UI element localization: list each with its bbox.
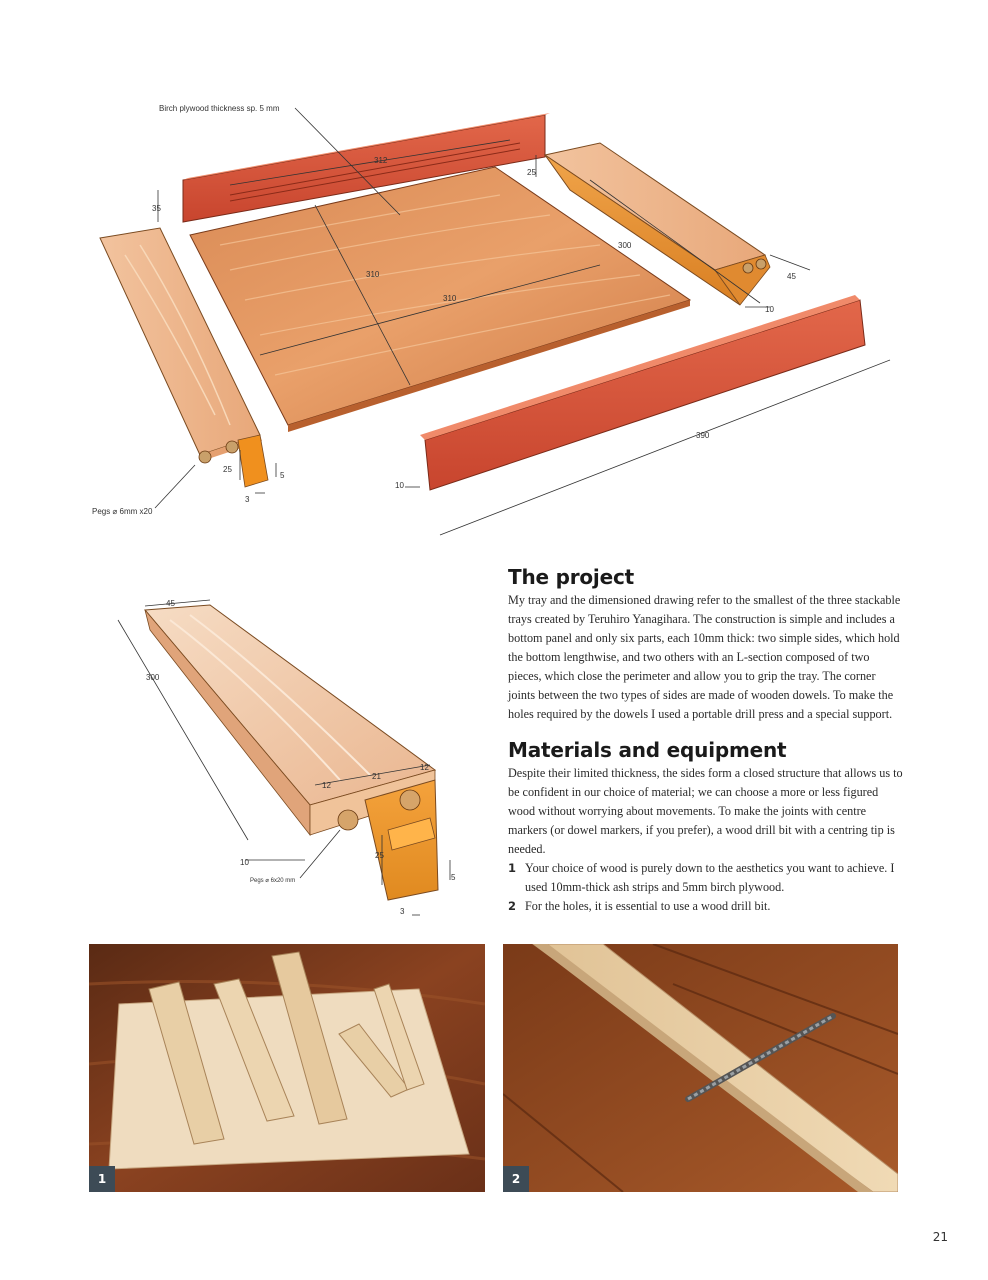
photo-drill-bit <box>503 944 898 1192</box>
plywood-label: Birch plywood thickness sp. 5 mm <box>159 104 280 113</box>
detail-dim-c: 12 <box>420 763 429 772</box>
list-text: For the holes, it is essential to use a wood drill bit. <box>525 899 771 913</box>
dim-right-thick: 10 <box>765 305 774 314</box>
text-column <box>508 565 903 916</box>
section-heading-materials: Materials and equipment <box>508 738 787 762</box>
list-item <box>508 859 903 897</box>
detail-dim-width: 45 <box>166 599 175 608</box>
detail-dim-s: 5 <box>451 873 456 882</box>
list-text: Your choice of wood is purely down to the aesthetics you want to achieve. I used 10mm-thick ash strips and 5mm birch plywood. <box>525 861 895 894</box>
dim-front-length: 390 <box>696 431 710 440</box>
photo-badge-1: 1 <box>89 1166 115 1192</box>
side-piece-detail-drawing <box>100 590 480 920</box>
detail-dim-t: 3 <box>400 907 405 916</box>
page-number: 21 <box>932 1230 948 1244</box>
dim-back-length: 312 <box>374 156 388 165</box>
pegs-label: Pegs ⌀ 6mm x20 <box>92 507 153 516</box>
section-body-project: My tray and the dimensioned drawing refer to the smallest of the three stackable trays created by Teruhiro Yanagihara. The construction is simple and includes a bottom panel and only six parts, each 10mm thick: two simple sides, which hold the bottom lengthwise, and two others with an L-section composed of two pieces, which close the perimeter and allow you to grip the tray. The corner joints between the two types of sides are made of wooden dowels. To make the holes required by the dowels I used a portable drill press and a special support. <box>508 593 901 721</box>
list-item <box>508 897 903 916</box>
detail-dim-a: 12 <box>322 781 331 790</box>
section-body-materials: Despite their limited thickness, the sides form a closed structure that allows us to be confident in our choice of material; we can choose a more or less figured wood without worrying about movements. To make the joints with centre markers (or dowel markers, if you prefer), a wood drill bit with a centring tip is needed. <box>508 766 903 856</box>
detail-dim-thick: 10 <box>240 858 249 867</box>
dim-left-t: 3 <box>245 495 250 504</box>
dim-left-height: 25 <box>223 465 232 474</box>
dim-left-s: 5 <box>280 471 285 480</box>
detail-dim-length: 300 <box>146 673 160 682</box>
section-heading-project: The project <box>508 565 634 589</box>
dim-side-height: 25 <box>527 168 536 177</box>
exploded-tray-drawing <box>80 95 910 545</box>
list-number: 2 <box>508 899 517 913</box>
dim-panel-width: 310 <box>366 270 380 279</box>
photo-wood-strips <box>89 944 485 1192</box>
photo-badge-2: 2 <box>503 1166 529 1192</box>
dim-back-height: 35 <box>152 204 161 213</box>
detail-dim-b: 21 <box>372 772 381 781</box>
dim-front-thick: 10 <box>395 481 404 490</box>
detail-pegs-label: Pegs ⌀ 6x20 mm <box>250 878 296 884</box>
dim-panel-depth: 310 <box>443 294 457 303</box>
list-number: 1 <box>508 861 517 875</box>
dim-right-width: 45 <box>787 272 796 281</box>
dim-right-length: 300 <box>618 241 632 250</box>
detail-dim-height: 25 <box>375 851 384 860</box>
